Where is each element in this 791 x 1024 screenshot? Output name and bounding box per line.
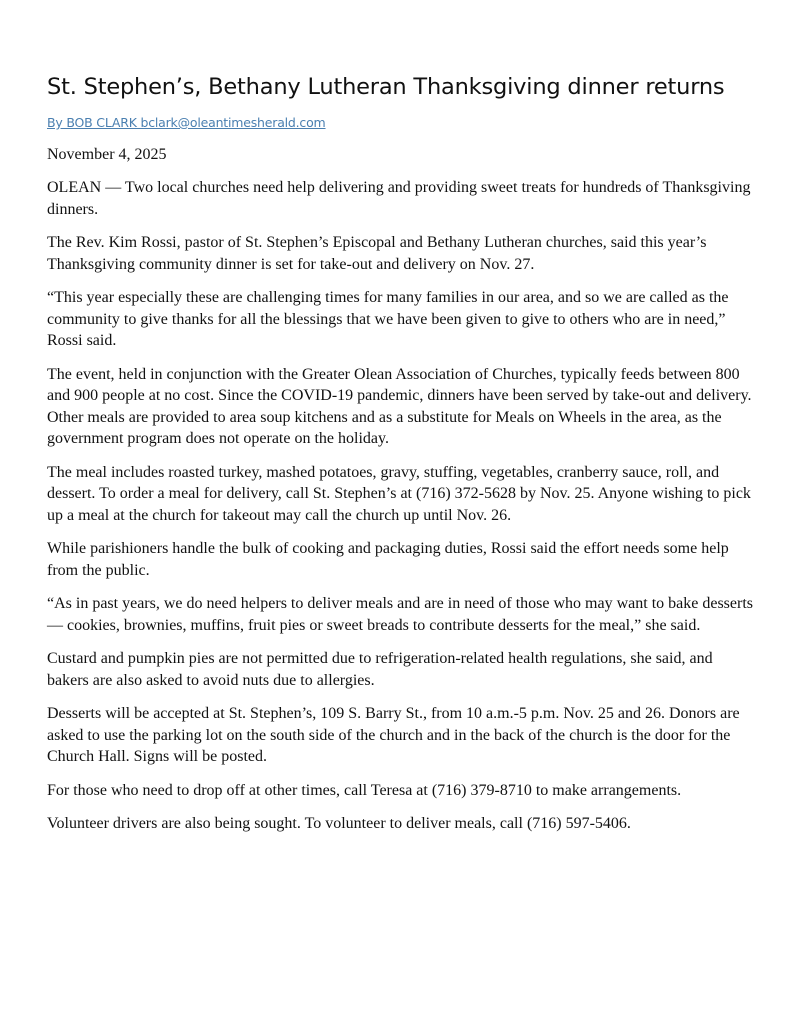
article-headline: St. Stephen’s, Bethany Lutheran Thanksgiving dinner returns <box>47 74 725 100</box>
article-paragraph: “As in past years, we do need helpers to deliver meals and are in need of those who may want to bake desserts — cookies, brownies, muffins, fruit pies or sweet breads to contribute desserts for the meal,” she said. <box>47 595 753 634</box>
article-paragraph: The event, held in conjunction with the Greater Olean Association of Churches, typically feeds between 800 and 900 people at no cost. Since the COVID-19 pandemic, dinners have been served by take-out and delivery. Other meals are provided to area soup kitchens and as a substitute for Meals on Wheels in the area, as the government program does not operate on the holiday. <box>47 365 752 447</box>
article-paragraph: The Rev. Kim Rossi, pastor of St. Stephen’s Episcopal and Bethany Lutheran churches, said this year’s Thanksgiving community dinner is set for take-out and delivery on Nov. 27. <box>47 234 707 273</box>
article-paragraph: For those who need to drop off at other times, call Teresa at (716) 379-8710 to make arrangements. <box>47 781 682 799</box>
article-paragraph: OLEAN — Two local churches need help delivering and providing sweet treats for hundreds of Thanksgiving dinners. <box>47 179 751 218</box>
article-paragraph: Volunteer drivers are also being sought. To volunteer to deliver meals, call (716) 597-5406. <box>47 815 631 832</box>
article <box>47 70 757 835</box>
article-paragraph: The meal includes roasted turkey, mashed potatoes, gravy, stuffing, vegetables, cranberry sauce, roll, and dessert. To order a meal for delivery, call St. Stephen’s at (716) 372-5628 by Nov. 25. Anyone wishing to pick up a meal at the church for takeout may call the church up until Nov. 26. <box>47 463 751 524</box>
article-paragraph: Custard and pumpkin pies are not permitted due to refrigeration-related health regulations, she said, and bakers are also asked to avoid nuts due to allergies. <box>47 650 713 689</box>
article-paragraph: Desserts will be accepted at St. Stephen’s, 109 S. Barry St., from 10 a.m.-5 p.m. Nov. 25 and 26. Donors are asked to use the parking lot on the south side of the church and in the back of the church is the door for the Church Hall. Signs will be posted. <box>47 705 740 765</box>
article-paragraph: While parishioners handle the bulk of cooking and packaging duties, Rossi said the effort needs some help from the public. <box>47 540 729 579</box>
article-body <box>47 177 757 835</box>
article-date: November 4, 2025 <box>47 146 167 163</box>
byline-link[interactable]: By BOB CLARK bclark@oleantimesherald.com <box>47 115 326 130</box>
article-paragraph: “This year especially these are challenging times for many families in our area, and so we are called as the community to give thanks for all the blessings that we have been given to give to others who are in need,” Rossi said. <box>47 289 729 349</box>
